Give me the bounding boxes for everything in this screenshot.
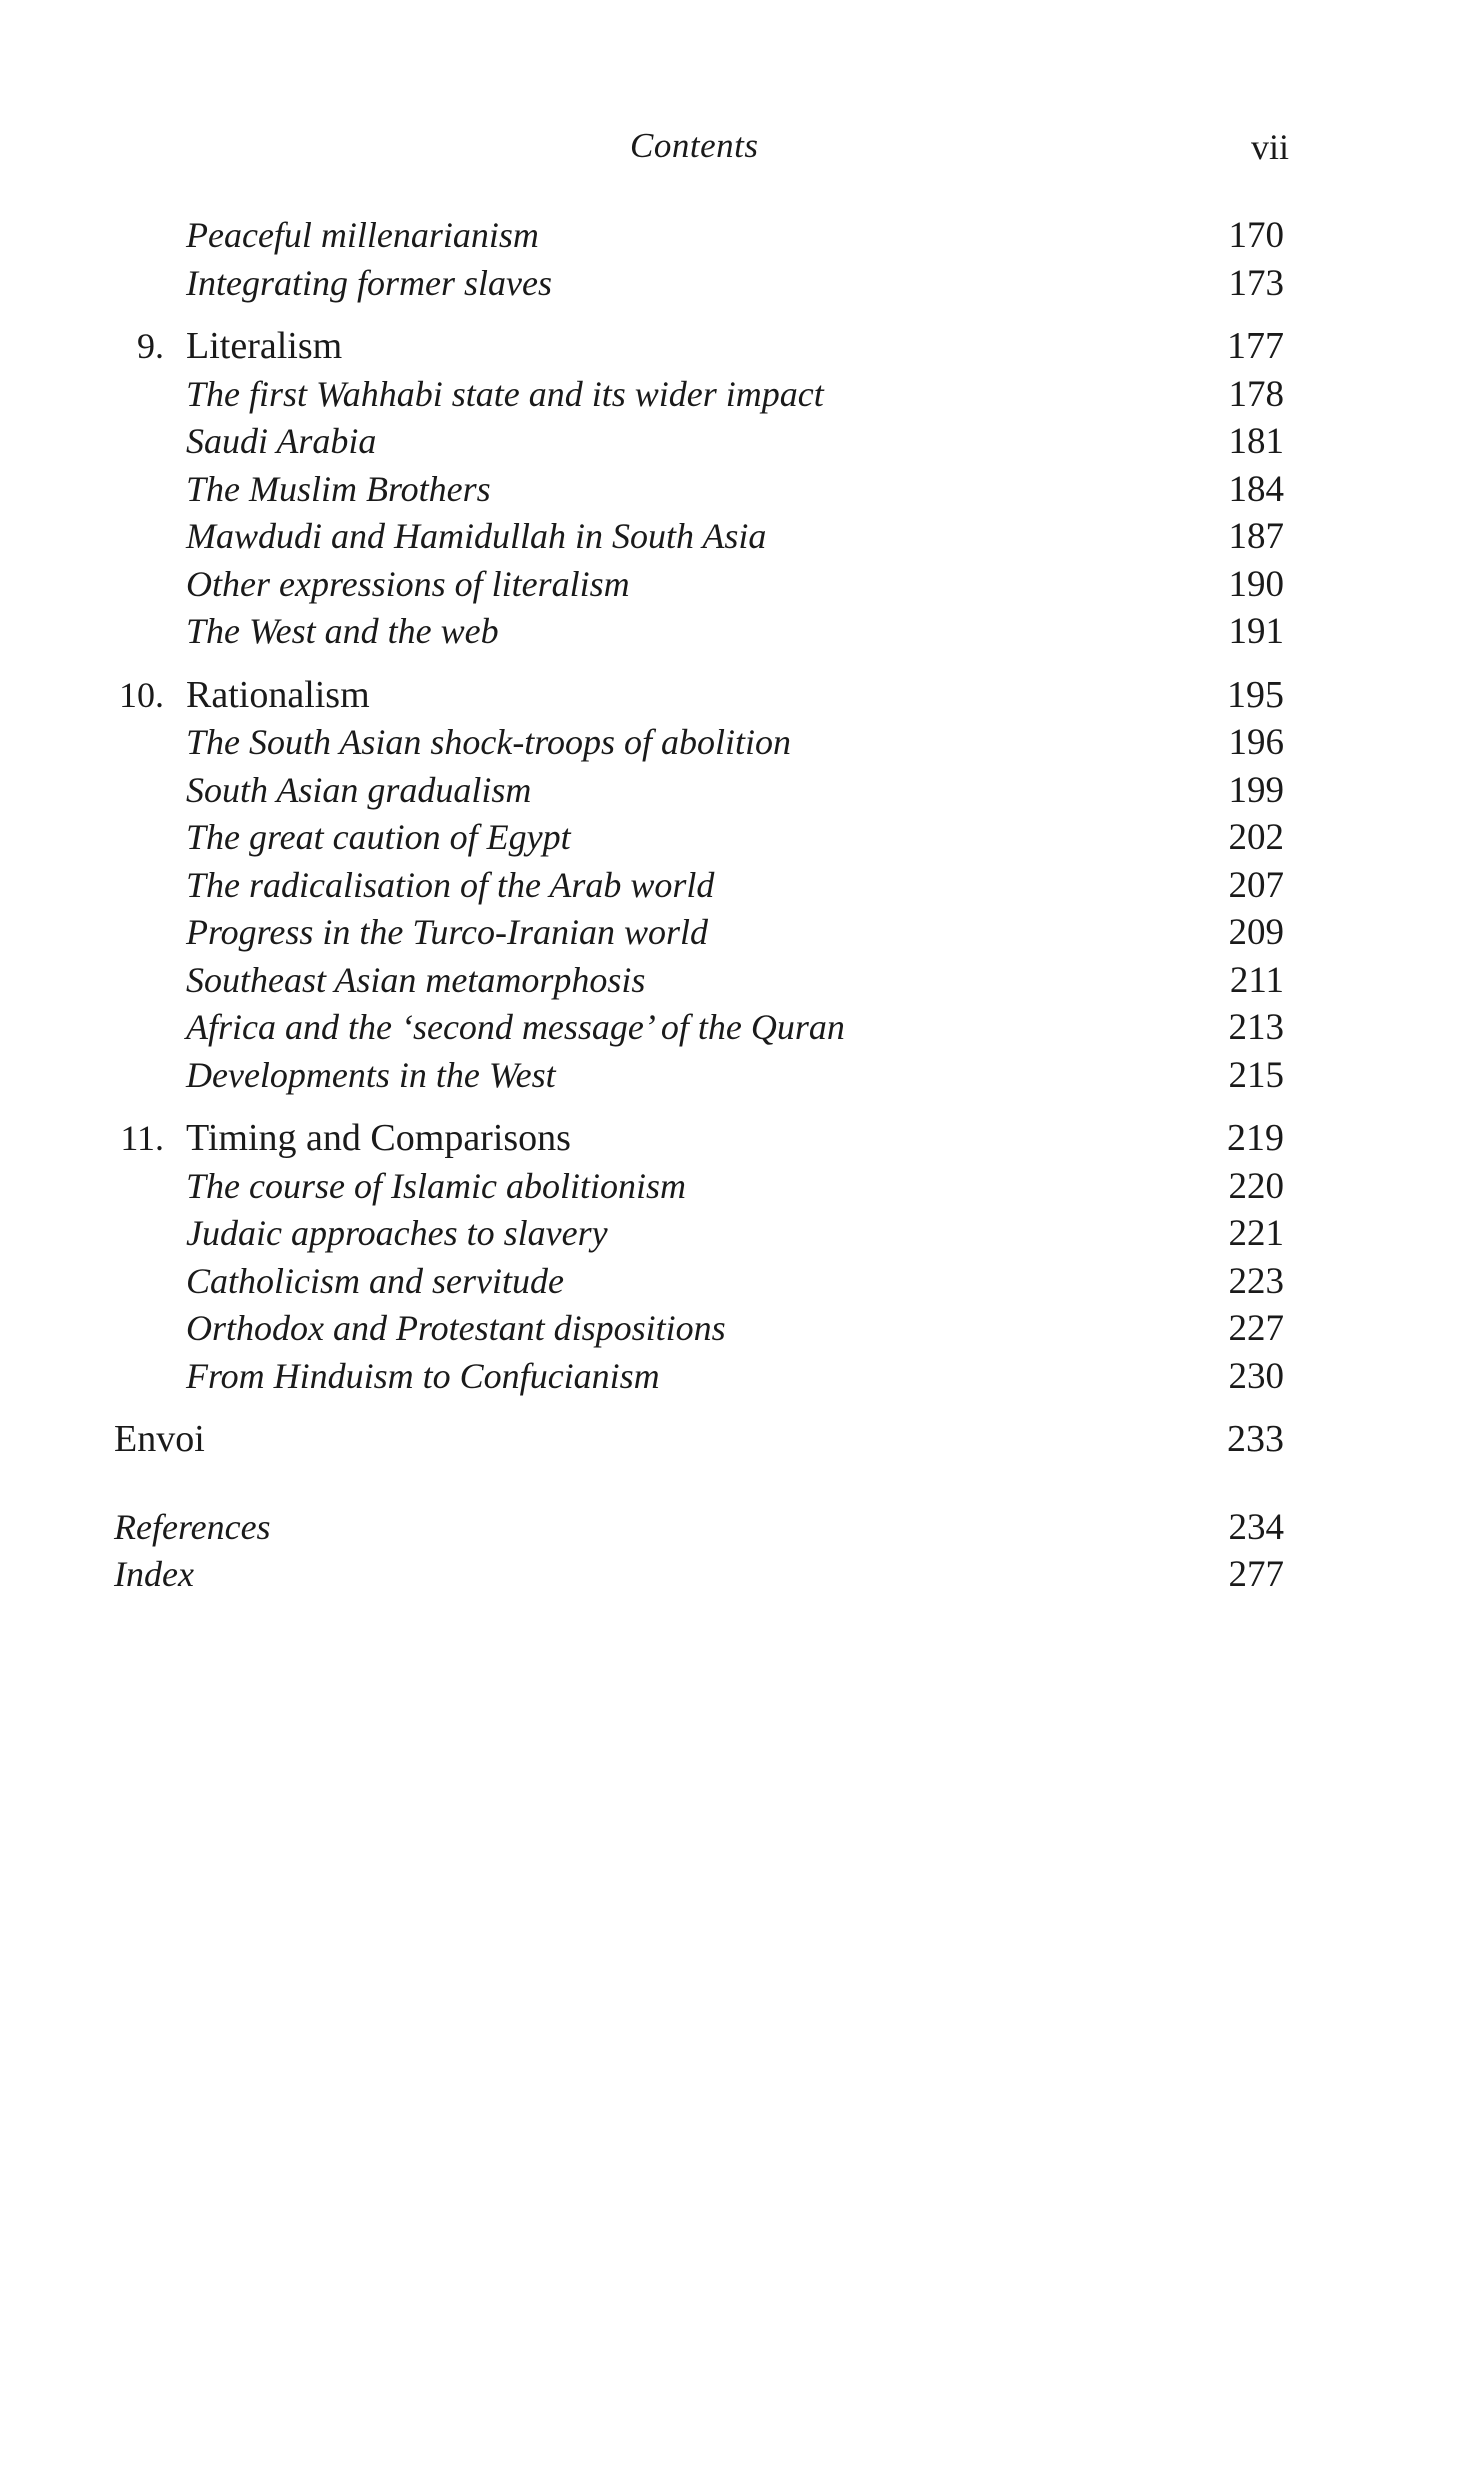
section-page: 181 — [1228, 421, 1284, 462]
table-of-contents — [0, 212, 1464, 1599]
toc-section[interactable] — [0, 1305, 1464, 1353]
chapter-page: 219 — [1227, 1117, 1284, 1159]
section-title: Catholicism and servitude — [186, 1260, 564, 1301]
chapter-title: Literalism — [186, 325, 343, 367]
chapter-page: 195 — [1227, 673, 1284, 716]
section-page: 191 — [1228, 611, 1284, 652]
section-page: 230 — [1228, 1355, 1284, 1397]
section-title: Judaic approaches to slavery — [186, 1213, 608, 1253]
index-title: Index — [114, 1554, 194, 1594]
section-title: Africa and the ‘second message’ of the Quran — [186, 1007, 845, 1047]
chapter-title: Rationalism — [186, 673, 370, 716]
toc-section[interactable] — [0, 909, 1464, 957]
toc-section[interactable] — [0, 1353, 1464, 1401]
section-page: 207 — [1228, 864, 1284, 906]
section-title: Developments in the West — [186, 1054, 556, 1095]
chapter-page: 177 — [1227, 325, 1284, 367]
section-page: 170 — [1228, 215, 1284, 256]
chapter-title: Timing and Comparisons — [186, 1117, 571, 1159]
toc-section[interactable] — [0, 561, 1464, 609]
section-title: The West and the web — [186, 611, 499, 651]
toc-section[interactable] — [0, 719, 1464, 767]
section-title: The course of Islamic abolitionism — [186, 1165, 686, 1206]
section-title: The first Wahhabi state and its wider impact — [186, 373, 824, 414]
toc-section[interactable] — [0, 260, 1464, 308]
section-title: From Hinduism to Confucianism — [186, 1355, 660, 1396]
toc-chapter-11[interactable] — [0, 1115, 1464, 1163]
toc-index[interactable] — [0, 1551, 1464, 1599]
section-page: 213 — [1228, 1007, 1284, 1048]
section-title: Integrating former slaves — [186, 262, 552, 303]
chapter-number: 9. — [137, 326, 164, 366]
toc-section[interactable] — [0, 1210, 1464, 1258]
toc-section[interactable] — [0, 767, 1464, 815]
section-page: 187 — [1228, 516, 1284, 557]
toc-section[interactable] — [0, 1258, 1464, 1306]
toc-envoi[interactable] — [0, 1416, 1464, 1464]
toc-section[interactable] — [0, 957, 1464, 1005]
section-page: 202 — [1228, 817, 1284, 858]
chapter-number: 10. — [119, 674, 164, 715]
references-page: 234 — [1228, 1506, 1284, 1548]
toc-section[interactable] — [0, 608, 1464, 656]
section-title: The Muslim Brothers — [186, 468, 491, 509]
section-page: 173 — [1228, 262, 1284, 304]
section-page: 184 — [1228, 468, 1284, 510]
running-head-title: Contents — [630, 126, 759, 165]
section-page: 215 — [1228, 1054, 1284, 1096]
envoi-page: 233 — [1227, 1418, 1284, 1460]
toc-section[interactable] — [0, 371, 1464, 419]
toc-section[interactable] — [0, 513, 1464, 561]
chapter-number: 11. — [120, 1118, 164, 1158]
envoi-title: Envoi — [114, 1418, 205, 1460]
section-page: 221 — [1228, 1213, 1284, 1254]
toc-section[interactable] — [0, 1163, 1464, 1211]
section-page: 227 — [1228, 1308, 1284, 1349]
toc-references[interactable] — [0, 1504, 1464, 1552]
toc-section[interactable] — [0, 862, 1464, 910]
toc-section[interactable] — [0, 212, 1464, 260]
section-title: Orthodox and Protestant dispositions — [186, 1308, 726, 1348]
section-page: 223 — [1228, 1260, 1284, 1302]
section-title: Peaceful millenarianism — [186, 215, 539, 255]
toc-section[interactable] — [0, 814, 1464, 862]
section-title: Saudi Arabia — [186, 421, 377, 461]
section-page: 190 — [1228, 563, 1284, 605]
section-page: 211 — [1229, 959, 1284, 1001]
references-title: References — [114, 1506, 271, 1547]
toc-chapter-10[interactable] — [0, 672, 1464, 720]
section-title: Southeast Asian metamorphosis — [186, 959, 646, 1000]
section-page: 220 — [1228, 1165, 1284, 1207]
page-folio: vii — [1250, 127, 1289, 167]
section-title: Progress in the Turco-Iranian world — [186, 912, 709, 952]
toc-section[interactable] — [0, 1052, 1464, 1100]
section-title: The radicalisation of the Arab world — [186, 864, 715, 905]
toc-section[interactable] — [0, 418, 1464, 466]
section-title: The great caution of Egypt — [186, 817, 571, 857]
running-head — [0, 126, 1464, 176]
toc-chapter-9[interactable] — [0, 323, 1464, 371]
toc-section[interactable] — [0, 1004, 1464, 1052]
section-page: 209 — [1228, 912, 1284, 953]
toc-section[interactable] — [0, 466, 1464, 514]
index-page: 277 — [1228, 1554, 1284, 1595]
section-title: South Asian gradualism — [186, 769, 532, 810]
section-title: Mawdudi and Hamidullah in South Asia — [186, 516, 767, 556]
section-page: 199 — [1228, 769, 1284, 811]
section-title: Other expressions of literalism — [186, 563, 630, 604]
section-title: The South Asian shock-troops of abolition — [186, 722, 792, 762]
section-page: 196 — [1228, 722, 1284, 763]
section-page: 178 — [1228, 373, 1284, 415]
